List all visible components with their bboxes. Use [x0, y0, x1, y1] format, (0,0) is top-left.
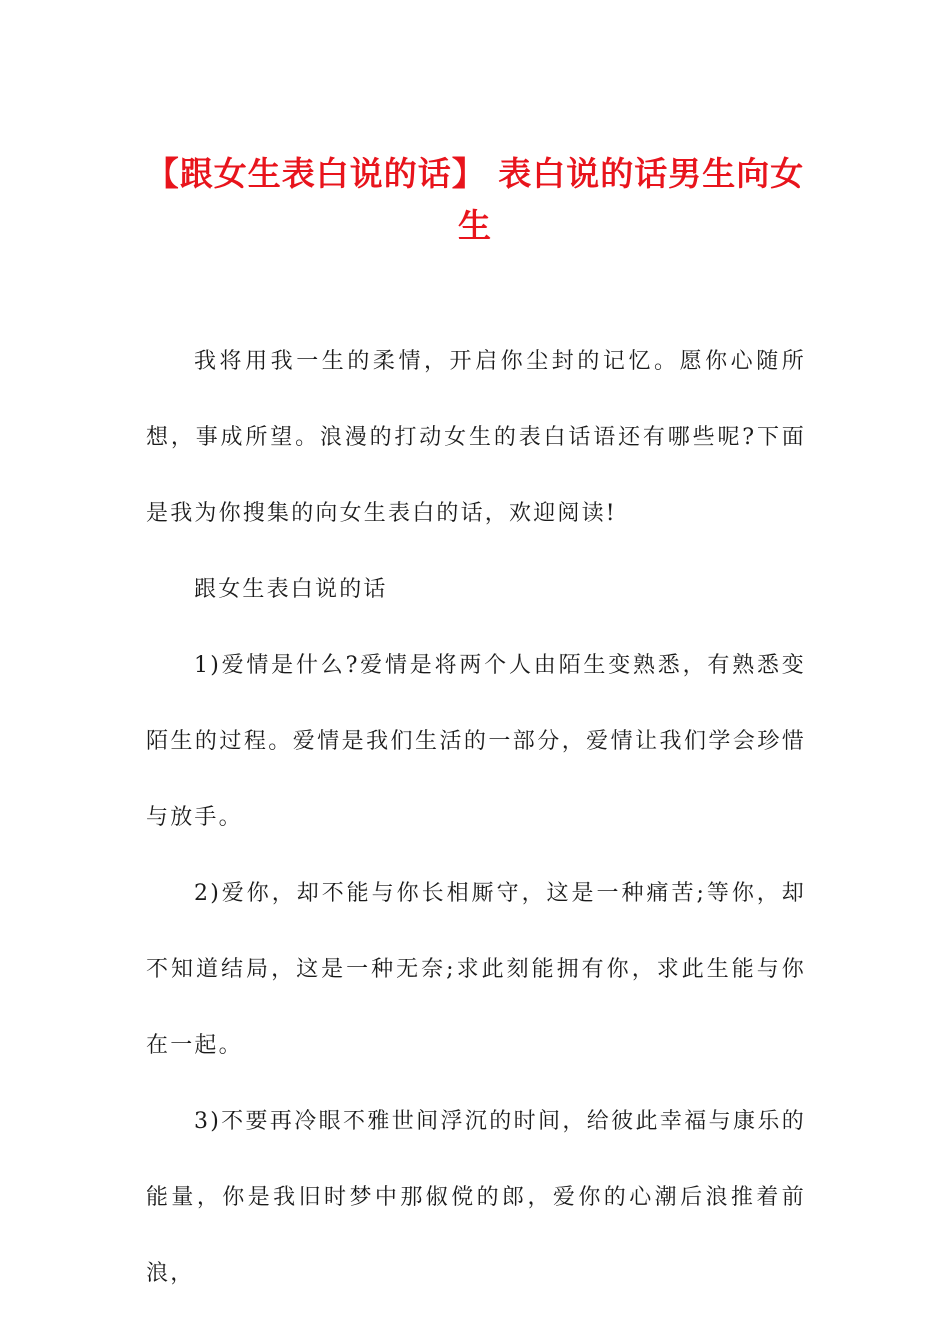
- section-heading: 跟女生表白说的话: [194, 577, 388, 602]
- quote-paragraph-1: 1)爱情是什么?爱情是将两个人由陌生变熟悉，有熟悉变陌生的过程。爱情是我们生活的一部分，爱情让我们学会珍惜与放手。: [146, 653, 806, 830]
- document-body: [146, 324, 806, 1312]
- intro-paragraph: 我将用我一生的柔情，开启你尘封的记忆。愿你心随所想，事成所望。浪漫的打动女生的表白话语还有哪些呢?下面是我为你搜集的向女生表白的话，欢迎阅读!: [146, 349, 806, 526]
- quote-paragraph-2: 2)爱你，却不能与你长相厮守，这是一种痛苦;等你，却不知道结局，这是一种无奈;求此刻能拥有你，求此生能与你在一起。: [146, 881, 806, 1058]
- document-title: 【跟女生表白说的话】 表白说的话男生向女生: [145, 154, 805, 245]
- quote-paragraph-3: 3)不要再冷眼不雅世间浮沉的时间，给彼此幸福与康乐的能量，你是我旧时梦中那俶傥的郎，爱你的心潮后浪推着前浪，: [146, 1109, 806, 1286]
